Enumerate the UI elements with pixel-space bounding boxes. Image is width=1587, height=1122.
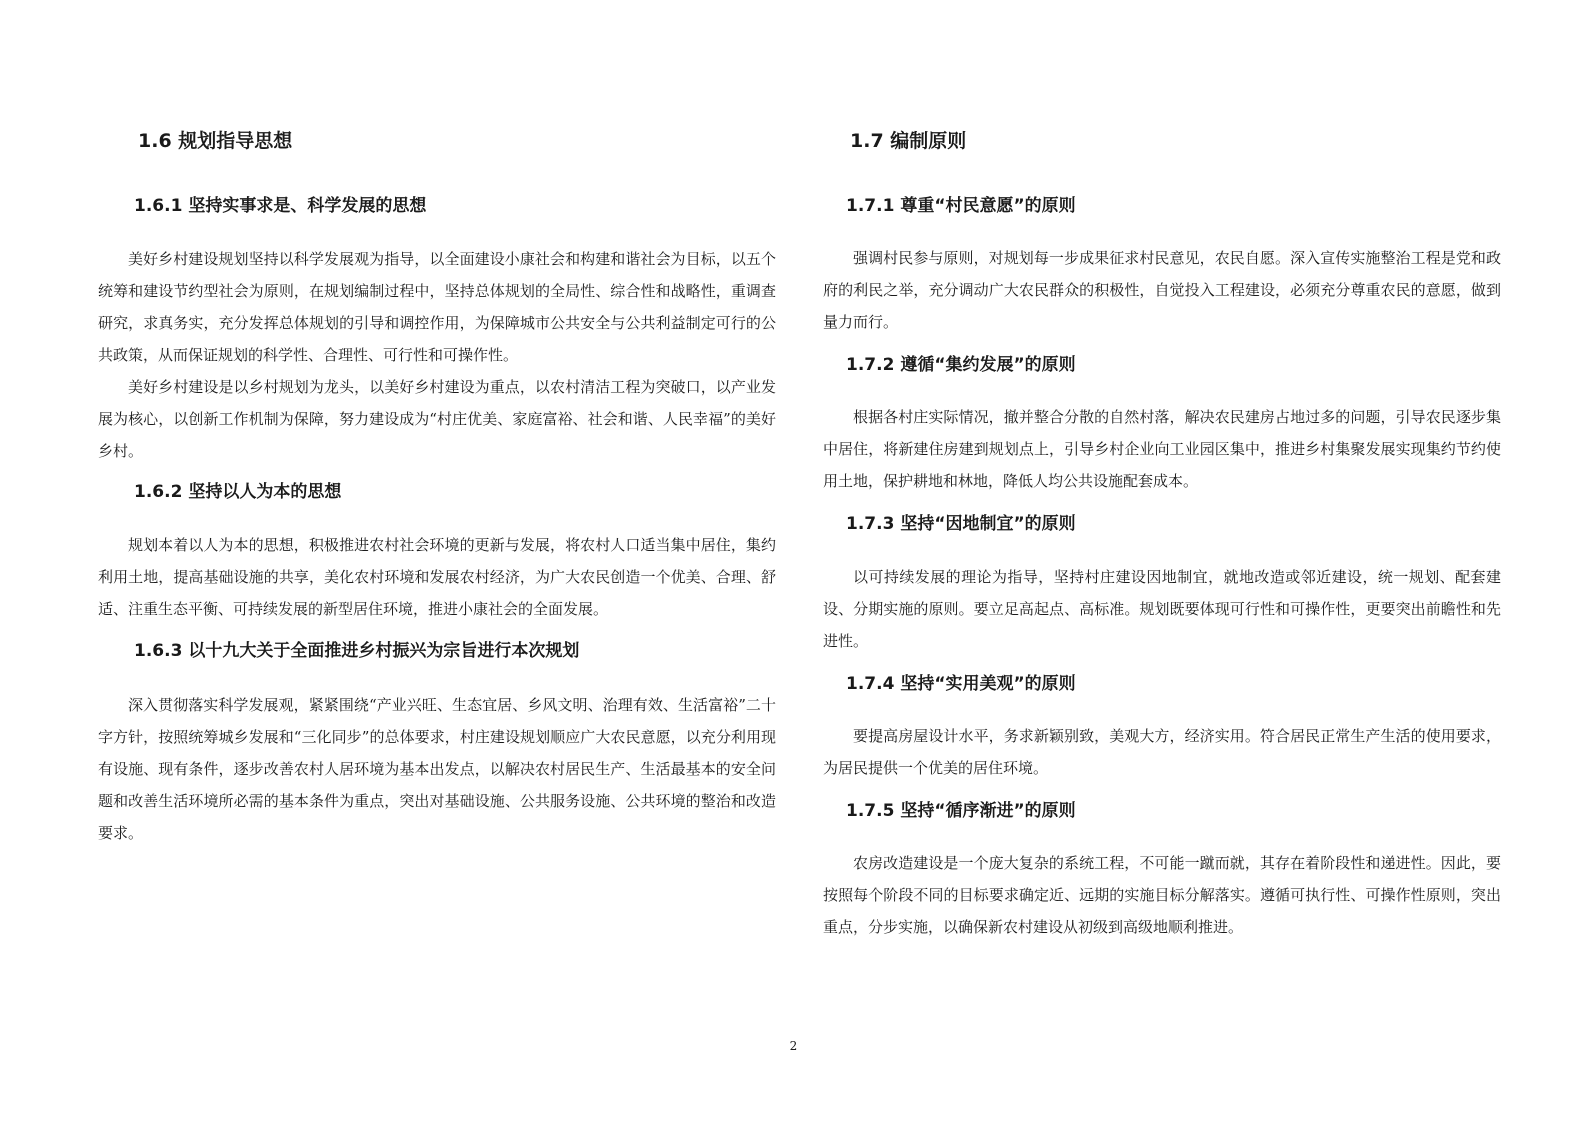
heading-1-6-3: 1.6.3 以十九大关于全面推进乡村振兴为宗旨进行本次规划	[134, 641, 580, 661]
heading-1-7-3: 1.7.3 坚持“因地制宜”的原则	[846, 514, 1076, 534]
section-title-1-7: 1.7 编制原则	[850, 130, 967, 152]
paragraph-1-7-3: 以可持续发展的理论为指导，坚持村庄建设因地制宜，就地改造或邻近建设，统一规划、配套建设、分期实施的原则。要立足高起点、高标准。规划既要体现可行性和可操作性，更要突出前瞻性和先进性。	[823, 568, 1501, 650]
heading-1-7-1: 1.7.1 尊重“村民意愿”的原则	[846, 196, 1076, 216]
heading-1-6-1: 1.6.1 坚持实事求是、科学发展的思想	[134, 196, 427, 216]
heading-1-7-2: 1.7.2 遵循“集约发展”的原则	[846, 355, 1076, 375]
section-title-1-6: 1.6 规划指导思想	[138, 130, 293, 152]
page-number: 2	[789, 1039, 798, 1053]
paragraph-1-7-4: 要提高房屋设计水平，务求新颖别致，美观大方，经济实用。符合居民正常生产生活的使用要求，为居民提供一个优美的居住环境。	[823, 727, 1501, 777]
paragraph-1-7-2: 根据各村庄实际情况，撤并整合分散的自然村落，解决农民建房占地过多的问题，引导农民逐步集中居住，将新建住房建到规划点上，引导乡村企业向工业园区集中，推进乡村集聚发展实现集约节约使用土地，保护耕地和林地，降低人均公共设施配套成本。	[823, 408, 1501, 490]
paragraph-1-7-1: 强调村民参与原则，对规划每一步成果征求村民意见，农民自愿。深入宣传实施整治工程是党和政府的利民之举，充分调动广大农民群众的积极性，自觉投入工程建设，必须充分尊重农民的意愿，做到量力而行。	[823, 249, 1501, 331]
paragraph-1-7-5: 农房改造建设是一个庞大复杂的系统工程，不可能一蹴而就，其存在着阶段性和递进性。因此，要按照每个阶段不同的目标要求确定近、远期的实施目标分解落实。遵循可执行性、可操作性原则，突出重点，分步实施，以确保新农村建设从初级到高级地顺利推进。	[823, 854, 1501, 936]
paragraph-1-6-1-b: 美好乡村建设是以乡村规划为龙头，以美好乡村建设为重点，以农村清洁工程为突破口，以产业发展为核心，以创新工作机制为保障，努力建设成为“村庄优美、家庭富裕、社会和谐、人民幸福”的美好乡村。	[98, 378, 776, 460]
paragraph-1-6-2: 规划本着以人为本的思想，积极推进农村社会环境的更新与发展，将农村人口适当集中居住，集约利用土地，提高基础设施的共享，美化农村环境和发展农村经济，为广大农民创造一个优美、合理、舒适、注重生态平衡、可持续发展的新型居住环境，推进小康社会的全面发展。	[98, 536, 776, 618]
heading-1-7-5: 1.7.5 坚持“循序渐进”的原则	[846, 801, 1076, 821]
paragraph-1-6-3: 深入贯彻落实科学发展观，紧紧围绕“产业兴旺、生态宜居、乡风文明、治理有效、生活富裕”二十字方针，按照统筹城乡发展和“三化同步”的总体要求，村庄建设规划顺应广大农民意愿，以充分利用现有设施、现有条件，逐步改善农村人居环境为基本出发点，以解决农村居民生产、生活最基本的安全问题和改善生活环境所必需的基本条件为重点，突出对基础设施、公共服务设施、公共环境的整治和改造要求。	[98, 696, 776, 842]
heading-1-7-4: 1.7.4 坚持“实用美观”的原则	[846, 674, 1076, 694]
paragraph-1-6-1-a: 美好乡村建设规划坚持以科学发展观为指导，以全面建设小康社会和构建和谐社会为目标，以五个统筹和建设节约型社会为原则，在规划编制过程中，坚持总体规划的全局性、综合性和战略性，重调查研究，求真务实，充分发挥总体规划的引导和调控作用，为保障城市公共安全与公共利益制定可行的公共政策，从而保证规划的科学性、合理性、可行性和可操作性。	[98, 250, 776, 364]
heading-1-6-2: 1.6.2 坚持以人为本的思想	[134, 482, 342, 502]
